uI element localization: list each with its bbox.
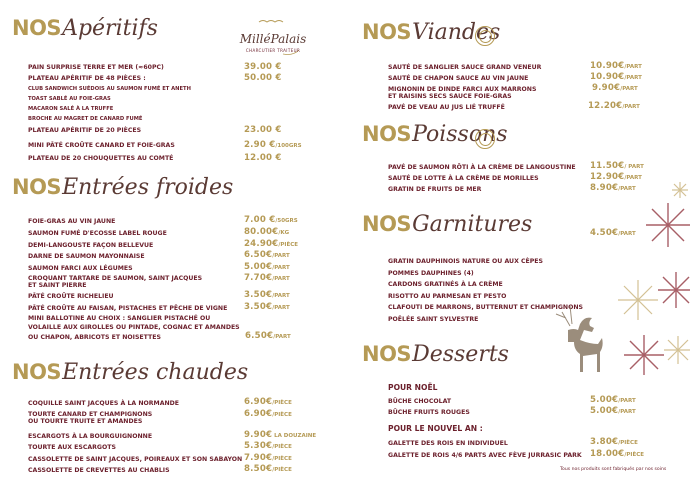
poisson-price: 11.50€/ PART [590,161,644,171]
heading-garnitures [362,212,532,237]
entree-froide-name: SAUMON FUMÉ D'ECOSSE LABEL ROUGE [28,230,167,237]
poisson-name: SAUTÉ DE LOTTE À LA CRÈME DE MORILLES [388,175,539,182]
dessert-name: BÛCHE CHOCOLAT [388,398,452,405]
viande-name-line2: ET RAISINS SECS SAUCE FOIE-GRAS [388,93,512,100]
aperitif-item-price: 12.00 € [244,153,282,163]
poisson-price: 12.90€/PART [590,172,642,182]
garniture-name: GRATIN DAUPHINOIS NATURE OU AUX CÈPES [388,258,543,265]
garniture-name: CLAFOUTI DE MARRONS, BUTTERNUT ET CHAMPIGNONS [388,304,584,311]
heading-title: Desserts [412,342,509,367]
desserts-nouvel-an-label: POUR LE NOUVEL AN : [388,424,483,433]
entree-froide-name: PÂTÉ CROÛTE AU FAISAN, PISTACHES ET PÊCHE DE VIGNE [28,305,228,312]
dessert-name: GALETTE DE ROIS 4/6 PARTS AVEC FÈVE JURRASIC PARK [388,452,582,459]
heading-title: Poissons [412,122,508,147]
aperitif-item-name: PLATEAU APÉRITIF DE 48 PIÈCES : [28,75,146,82]
heading-title: Garnitures [412,212,533,237]
viande-name: SAUTÉ DE SANGLIER SAUCE GRAND VENEUR [388,64,542,71]
entree-froide-name: FOIE-GRAS AU VIN JAUNE [28,218,116,225]
dessert-price: 18.00€/PIÈCE [590,449,645,459]
heading-title: Viandes [412,20,501,45]
garniture-name: POMMES DAUPHINES (4) [388,270,474,277]
dessert-name: GALETTE DES ROIS EN INDIVIDUEL [388,440,508,447]
entree-froide-name: DARNE DE SAUMON MAYONNAISE [28,253,145,260]
heading-entrees-froides [12,175,233,200]
poisson-price: 8.90€/PART [590,183,636,193]
viande-name: PAVÉ DE VEAU AU JUS LIÉ TRUFFÉ [388,104,505,111]
aperitif-item-price: 2.90 €/100GRS [244,140,302,150]
dessert-price: 5.00€/PART [590,395,636,405]
aperitif-sub-item: BROCHE AU MAGRET DE CANARD FUMÉ [28,116,143,122]
snowflake-icon [624,203,690,375]
entree-froide-price: 6.50€/PART [244,250,290,260]
aperitif-item-price: 50.00 € [244,73,282,83]
brand-logo [233,18,313,64]
viande-name: MIGNONIN DE DINDE FARCI AUX MARRONS [388,86,537,93]
entree-chaude-name: CASSOLETTE DE SAINT JACQUES, POIREAUX ET SON SABAYON [28,456,243,463]
entree-chaude-price: 6.90€/PIÈCE [244,397,292,407]
aperitif-item-price: 39.00 € [244,62,282,72]
entree-froide-price: 24.90€/PIÈCE [244,239,299,249]
entree-froide-price: 80.00€/KG [244,227,290,237]
heading-nos: NOS [362,342,412,366]
entree-froide-price: 3.50€/PART [244,290,290,300]
entree-chaude-price: 5.30€/PIÈCE [244,441,292,451]
heading-title: Entrées froides [62,175,234,200]
aperitif-sub-item: CLUB SANDWICH SUÉDOIS AU SAUMON FUMÉ ET ANETH [28,86,191,92]
entree-froide-price: 7.70€/PART [244,273,290,283]
heading-nos: NOS [362,20,412,44]
label-badge-icon [475,129,495,149]
logo-name: MilléPalais [239,32,307,46]
garniture-name: RISOTTO AU PARMESAN ET PESTO [388,293,507,300]
viande-price: 9.90€/PART [592,83,638,93]
viande-price: 12.20€/PART [588,101,640,111]
entree-froide-name: SAUMON FARCI AUX LÉGUMES [28,265,133,272]
aperitif-item-name: PLATEAU APÉRITIF DE 20 PIÈCES [28,127,142,134]
logo-tagline: CHARCUTIER TRAITEUR [245,48,301,53]
heading-title: Entrées chaudes [62,360,249,385]
viande-name: SAUTÉ DE CHAPON SAUCE AU VIN JAUNE [388,75,529,82]
garniture-name: POÊLÉE SAINT SYLVESTRE [388,316,479,323]
entree-chaude-price: 8.50€/PIÈCE [244,464,292,474]
entree-froide-name: PÂTÉ CROÛTE RICHELIEU [28,293,114,300]
entree-chaude-name: COQUILLE SAINT JACQUES À LA NORMANDE [28,400,180,407]
entree-froide-price: 6.50€/PART [245,331,291,341]
heading-desserts [362,342,509,367]
entree-froide-name: MINI BALLOTINE AU CHOIX : SANGLIER PISTACHÉ OU [28,315,211,322]
aperitif-item-price: 23.00 € [244,125,282,135]
heading-nos: NOS [12,175,62,199]
poisson-name: GRATIN DE FRUITS DE MER [388,186,482,193]
heading-entrees-chaudes [12,360,248,385]
entree-froide-name: CROQUANT TARTARE DE SAUMON, SAINT JACQUES [28,275,203,282]
entree-chaude-name: TOURTE AUX ESCARGOTS [28,444,116,451]
footer-note: Tous nos produits sont fabriqués par nos soins [560,467,667,472]
viande-price: 10.90€/PART [590,72,642,82]
heading-nos: NOS [12,16,62,40]
poisson-name: PAVÉ DE SAUMON RÔTI À LA CRÈME DE LANGOUSTINE [388,164,576,171]
heading-nos: NOS [12,360,62,384]
snowflake-gold-icon [618,182,690,364]
dessert-price: 3.80€/PIÈCE [590,437,638,447]
aperitif-item-name: PLATEAU DE 20 CHOUQUETTES AU COMTÉ [28,155,174,162]
entree-chaude-name: ESCARGOTS À LA BOURGUIGNONNE [28,433,153,440]
entree-froide-price: 5.00€/PART [244,262,290,272]
entree-chaude-name-line2: OU TOURTE TRUITE ET AMANDES [28,418,143,425]
entree-chaude-price: 6.90€/PIÈCE [244,409,292,419]
heading-nos: NOS [362,212,412,236]
reindeer-icon [556,306,603,372]
viande-price: 10.90€/PART [590,61,642,71]
entree-chaude-price: 9.90€ LA DOUZAINE [244,430,317,440]
heading-aperitifs [12,16,158,41]
entree-froide-name-line3: OU CHAPON, ABRICOTS ET NOISETTES [28,334,161,341]
aperitif-sub-item: MACARON SALÉ À LA TRUFFE [28,106,114,112]
aperitif-item-name: PAIN SURPRISE TERRE ET MER (≈60PC) [28,64,164,71]
dessert-name: BÛCHE FRUITS ROUGES [388,409,470,416]
label-badge-icon [475,26,495,46]
heading-title: Apéritifs [62,16,158,41]
christmas-decoration-icon [548,180,690,395]
entree-froide-name-line2: VOLAILLE AUX GIROLLES OU PINTADE, COGNAC ET AMANDES [28,324,240,331]
desserts-noel-label: POUR NOËL [388,383,438,392]
aperitif-item-name: MINI PÂTÉ CROÛTE CANARD ET FOIE-GRAS [28,142,175,149]
entree-froide-price: 7.00 €/50GRS [244,215,298,225]
garniture-name: CARDONS GRATINÉS À LA CRÈME [388,281,503,288]
heading-nos: NOS [362,122,412,146]
entree-froide-name: DEMI-LANGOUSTE FAÇON BELLEVUE [28,242,154,249]
entree-chaude-name: CASSOLETTE DE CREVETTES AU CHABLIS [28,467,170,474]
garnitures-price: 4.50€/PART [590,228,636,238]
entree-froide-price: 3.50€/PART [244,302,290,312]
entree-chaude-name: TOURTE CANARD ET CHAMPIGNONS [28,411,153,418]
aperitif-sub-item: TOAST SABLÉ AU FOIE-GRAS [28,96,111,102]
entree-froide-name-line2: ET SAINT PIERRE [28,282,87,289]
dessert-price: 5.00€/PART [590,406,636,416]
entree-chaude-price: 7.90€/PIÈCE [244,453,292,463]
